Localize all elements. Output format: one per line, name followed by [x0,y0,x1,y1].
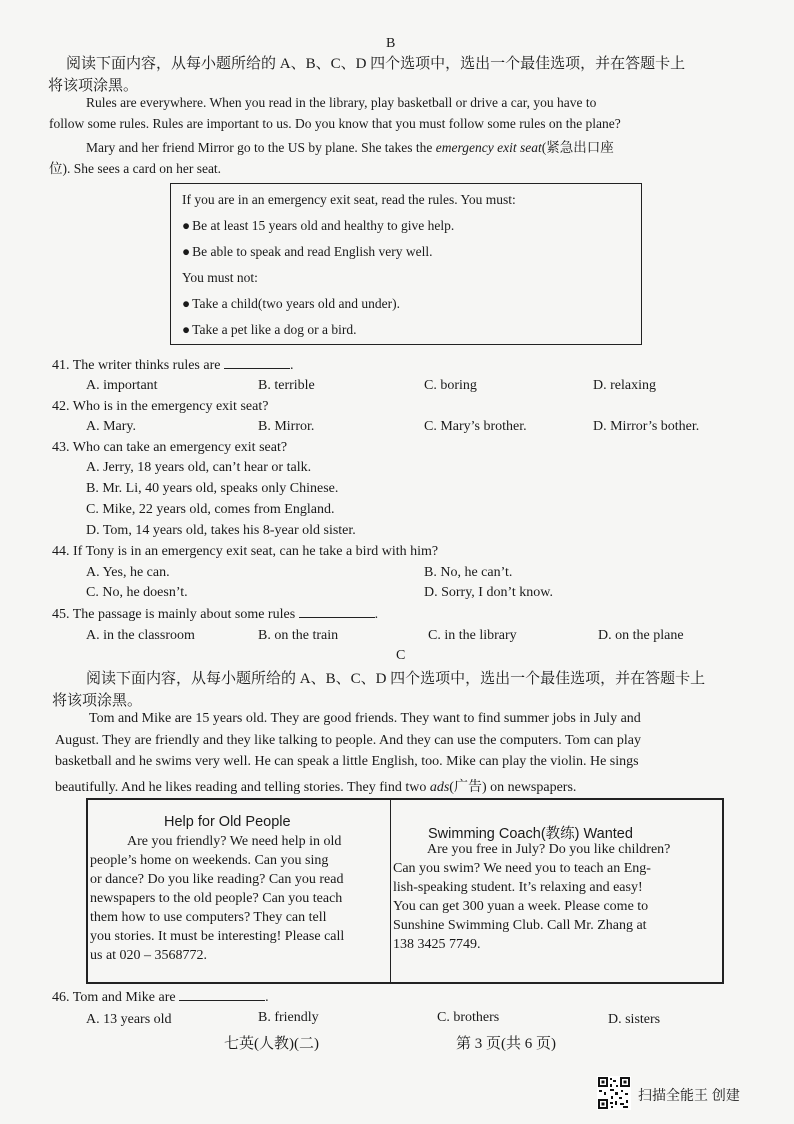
question-stem-end: . [374,607,379,622]
section-b-instruction-line1: 阅读下面内容，从每小题所给的 A、B、C、D 四个选项中，选出一个最佳选项，并在答题卡上 [66,56,686,72]
passage-c-line: August. They are friendly and they like talking to people. And they can use the computers. Tom can play [55,733,641,748]
ad2-line: Sunshine Swimming Club. Call Mr. Zhang at [393,918,647,933]
passage-c-line: basketball and he swims very well. He can speak a little English, too. Mike can play the violin. He sings [55,754,639,769]
ad1-line: Are you friendly? We need help in old [127,834,342,849]
question-41 [52,358,293,374]
section-c-instruction-line2: 将该项涂黑。 [52,693,143,709]
option-c: C. in the library [428,628,517,643]
ad2-line: Are you free in July? Do you like children? [427,842,671,857]
question-stem-end: . [289,358,294,373]
option-b: B. Mirror. [258,419,315,434]
ad1-line: them how to use computers? They can tell [90,910,327,925]
answer-blank [299,617,375,618]
question-number: 46. [52,990,70,1005]
question-number: 41. [52,358,70,373]
question-stem: Who can take an emergency exit seat? [72,440,288,455]
answer-blank [179,1000,265,1001]
card-must-not-item: ● Take a child(two years old and under). [182,296,400,312]
answer-blank [224,368,290,369]
question-43 [52,440,287,456]
option-a: A. Mary. [86,419,137,434]
card-must-not-item: ● Take a pet like a dog or a bird. [182,322,357,338]
question-42 [52,399,268,415]
option-d: D. relaxing [593,378,656,393]
ad1-line: us at 020 – 3568772. [90,948,208,963]
footer-page-number: 第 3 页(共 6 页) [456,1036,556,1052]
option-d: D. on the plane [598,628,684,643]
question-46 [52,990,269,1006]
passage-b-line: follow some rules. Rules are important to us. Do you know that you must follow some rules on the plane? [49,116,621,131]
passage-b-text: Mary and her friend Mirror go to the US by plane. She takes the [86,140,436,155]
ad1-line: you stories. It must be interesting! Please call [90,929,345,944]
passage-b-italic-term: emergency exit seat [435,140,542,155]
ad1-line: newspapers to the old people? Can you teach [90,891,343,906]
option-d: D. sisters [608,1012,661,1027]
card-must-item: ● Be at least 15 years old and healthy to give help. [182,218,454,234]
question-45 [52,607,378,623]
option-b: B. on the train [258,628,339,643]
option-a: A. important [86,378,158,393]
question-number: 43. [52,440,70,455]
section-b-letter: B [386,36,396,51]
question-stem: The passage is mainly about some rules [72,607,299,622]
passage-b-line [86,136,614,156]
ad-title-swimming-coach: Swimming Coach(教练) Wanted [428,826,633,842]
card-must-not-label: You must not: [182,270,258,285]
question-44 [52,544,438,560]
scanner-watermark: 扫描全能王 创建 [638,1087,740,1103]
option-c: C. brothers [437,1010,500,1025]
option-c: C. No, he doesn’t. [86,585,188,600]
option-a: A. Yes, he can. [86,565,170,580]
option-d: D. Mirror’s bother. [593,419,700,434]
ads-divider [390,800,391,982]
ad-title-help-old-people: Help for Old People [164,814,291,830]
option-c: C. Mary’s brother. [424,419,527,434]
section-c-letter: C [396,648,406,663]
ad2-line: You can get 300 yuan a week. Please come to [393,899,649,914]
passage-c-italic-term: ads [429,780,450,795]
option-a: A. 13 years old [86,1012,172,1027]
option-b: B. Mr. Li, 40 years old, speaks only Chinese. [86,481,339,496]
option-d: D. Tom, 14 years old, takes his 8-year old sister. [86,523,356,538]
ad2-line: Can you swim? We need you to teach an Eng- [393,861,651,876]
passage-c-line [55,776,576,796]
option-b: B. terrible [258,378,315,393]
option-c: C. Mike, 22 years old, comes from England. [86,502,335,517]
option-c: C. boring [424,378,477,393]
ad1-line: people’s home on weekends. Can you sing [90,853,329,868]
option-d: D. Sorry, I don’t know. [424,585,553,600]
question-number: 42. [52,399,70,414]
question-stem: The writer thinks rules are [72,358,224,373]
card-intro: If you are in an emergency exit seat, read the rules. You must: [182,192,516,207]
passage-b-line: 位). She sees a card on her seat. [49,161,222,176]
ad2-line: 138 3425 7749. [393,937,481,952]
option-a: A. Jerry, 18 years old, can’t hear or talk. [86,460,312,475]
passage-c-text: (广告) on newspapers. [449,780,577,795]
passage-c-text: beautifully. And he likes reading and telling stories. They find two [55,780,430,795]
passage-b-text: (紧急出口座 [541,140,614,155]
question-number: 44. [52,544,70,559]
option-a: A. in the classroom [86,628,195,643]
ad2-line: lish-speaking student. It’s relaxing and easy! [393,880,643,895]
question-stem: Tom and Mike are [72,990,180,1005]
question-stem: Who is in the emergency exit seat? [72,399,269,414]
question-stem-end: . [265,990,269,1005]
ad1-line: or dance? Do you like reading? Can you read [90,872,344,887]
section-c-instruction-line1: 阅读下面内容，从每小题所给的 A、B、C、D 四个选项中，选出一个最佳选项，并在答题卡上 [86,671,706,687]
question-stem: If Tony is in an emergency exit seat, can he take a bird with him? [73,544,439,559]
passage-c-line: Tom and Mike are 15 years old. They are good friends. They want to find summer jobs in July and [89,711,641,726]
card-must-item: ● Be able to speak and read English very well. [182,244,432,260]
section-b-instruction-line2: 将该项涂黑。 [48,78,139,94]
question-number: 45. [52,607,70,622]
option-b: B. friendly [258,1010,319,1025]
option-b: B. No, he can’t. [424,565,513,580]
footer-book-label: 七英(人教)(二) [224,1036,319,1052]
passage-b-line: Rules are everywhere. When you read in the library, play basketball or drive a car, you have to [86,95,597,110]
qr-code-icon [597,1076,631,1110]
